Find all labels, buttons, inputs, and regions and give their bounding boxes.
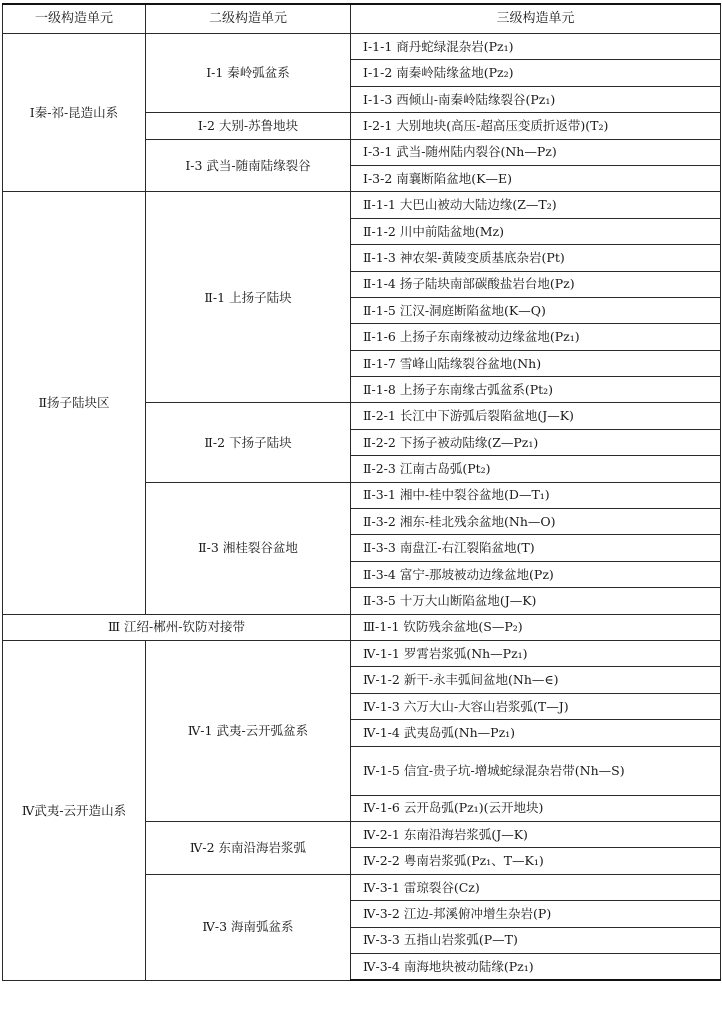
table-row <box>3 640 721 666</box>
level1-unit: Ⅳ武夷-云开造山系 <box>3 640 146 980</box>
level3-unit: Ⅱ-1-2 川中前陆盆地(Mz) <box>351 218 721 244</box>
table-row <box>3 34 721 60</box>
level2-unit: Ⅳ-1 武夷-云开弧盆系 <box>146 640 351 821</box>
header-level3: 三级构造单元 <box>351 4 721 34</box>
level3-unit: Ⅳ-3-3 五指山岩浆弧(P—T) <box>351 927 721 953</box>
table-row <box>3 614 721 640</box>
level2-unit: Ⅳ-2 东南沿海岩浆弧 <box>146 821 351 874</box>
header-row <box>3 4 721 34</box>
level2-unit: Ⅱ-2 下扬子陆块 <box>146 403 351 482</box>
level3-unit: Ⅱ-3-1 湘中-桂中裂谷盆地(D—T₁) <box>351 482 721 508</box>
level3-unit: Ⅳ-3-4 南海地块被动陆缘(Pz₁) <box>351 953 721 980</box>
level3-unit: Ⅱ-2-2 下扬子被动陆缘(Z—Pz₁) <box>351 429 721 455</box>
level3-unit: Ⅳ-2-2 粤南岩浆弧(Pz₁、T—K₁) <box>351 848 721 874</box>
level2-unit: Ⅰ-1 秦岭弧盆系 <box>146 34 351 113</box>
level1-unit: Ⅰ秦-祁-昆造山系 <box>3 34 146 192</box>
level1-unit: Ⅲ 江绍-郴州-钦防对接带 <box>3 614 351 640</box>
level3-unit: Ⅱ-1-1 大巴山被动大陆边缘(Z—T₂) <box>351 192 721 218</box>
level3-unit: Ⅰ-2-1 大别地块(高压-超高压变质折返带)(T₂) <box>351 113 721 139</box>
header-level2: 二级构造单元 <box>146 4 351 34</box>
level3-unit: Ⅰ-3-1 武当-随州陆内裂谷(Nh—Pz) <box>351 139 721 165</box>
level3-unit: Ⅳ-1-4 武夷岛弧(Nh—Pz₁) <box>351 720 721 746</box>
header-level1: 一级构造单元 <box>3 4 146 34</box>
level3-unit: Ⅱ-1-3 神农架-黄陵变质基底杂岩(Pt) <box>351 245 721 271</box>
level2-unit: Ⅰ-3 武当-随南陆缘裂谷 <box>146 139 351 192</box>
level2-unit: Ⅰ-2 大别-苏鲁地块 <box>146 113 351 139</box>
level1-unit: Ⅱ扬子陆块区 <box>3 192 146 614</box>
level3-unit: Ⅳ-3-2 江边-邦溪俯冲增生杂岩(P) <box>351 901 721 927</box>
level2-unit: Ⅱ-3 湘桂裂谷盆地 <box>146 482 351 614</box>
tectonic-units-table <box>2 3 721 981</box>
level3-unit: Ⅰ-1-3 西倾山-南秦岭陆缘裂谷(Pz₁) <box>351 86 721 112</box>
level3-unit: Ⅳ-1-2 新干-永丰弧间盆地(Nh—∈) <box>351 667 721 693</box>
level3-unit: Ⅱ-3-3 南盘江-右江裂陷盆地(T) <box>351 535 721 561</box>
level3-unit: Ⅰ-1-1 商丹蛇绿混杂岩(Pz₁) <box>351 34 721 60</box>
level3-unit: Ⅱ-3-2 湘东-桂北残余盆地(Nh—O) <box>351 509 721 535</box>
level3-unit: Ⅱ-1-4 扬子陆块南部碳酸盐岩台地(Pz) <box>351 271 721 297</box>
level3-unit: Ⅱ-1-8 上扬子东南缘古弧盆系(Pt₂) <box>351 377 721 403</box>
level2-unit: Ⅱ-1 上扬子陆块 <box>146 192 351 403</box>
level3-unit: Ⅳ-2-1 东南沿海岩浆弧(J—K) <box>351 821 721 847</box>
level3-unit: Ⅳ-1-6 云开岛弧(Pz₁)(云开地块) <box>351 795 721 821</box>
level3-unit: Ⅳ-3-1 雷琼裂谷(Cz) <box>351 874 721 900</box>
level3-unit: Ⅱ-1-7 雪峰山陆缘裂谷盆地(Nh) <box>351 350 721 376</box>
level3-unit: Ⅱ-2-1 长江中下游弧后裂陷盆地(J—K) <box>351 403 721 429</box>
level3-unit: Ⅳ-1-3 六万大山-大容山岩浆弧(T—J) <box>351 693 721 719</box>
level3-unit: Ⅰ-3-2 南襄断陷盆地(K—E) <box>351 165 721 191</box>
level3-unit: Ⅳ-1-5 信宜-贵子坑-增城蛇绿混杂岩带(Nh—S) <box>351 746 721 795</box>
level3-unit: Ⅱ-1-6 上扬子东南缘被动边缘盆地(Pz₁) <box>351 324 721 350</box>
level3-unit: Ⅱ-3-4 富宁-那坡被动边缘盆地(Pz) <box>351 561 721 587</box>
table-row <box>3 192 721 218</box>
level3-unit: Ⅱ-1-5 江汉-洞庭断陷盆地(K—Q) <box>351 297 721 323</box>
level3-unit: Ⅳ-1-1 罗霄岩浆弧(Nh—Pz₁) <box>351 640 721 666</box>
level3-unit: Ⅱ-2-3 江南古岛弧(Pt₂) <box>351 456 721 482</box>
level2-unit: Ⅳ-3 海南弧盆系 <box>146 874 351 980</box>
level3-unit: Ⅰ-1-2 南秦岭陆缘盆地(Pz₂) <box>351 60 721 86</box>
level3-unit: Ⅱ-3-5 十万大山断陷盆地(J—K) <box>351 588 721 614</box>
level3-unit: Ⅲ-1-1 钦防残余盆地(S—P₂) <box>351 614 721 640</box>
